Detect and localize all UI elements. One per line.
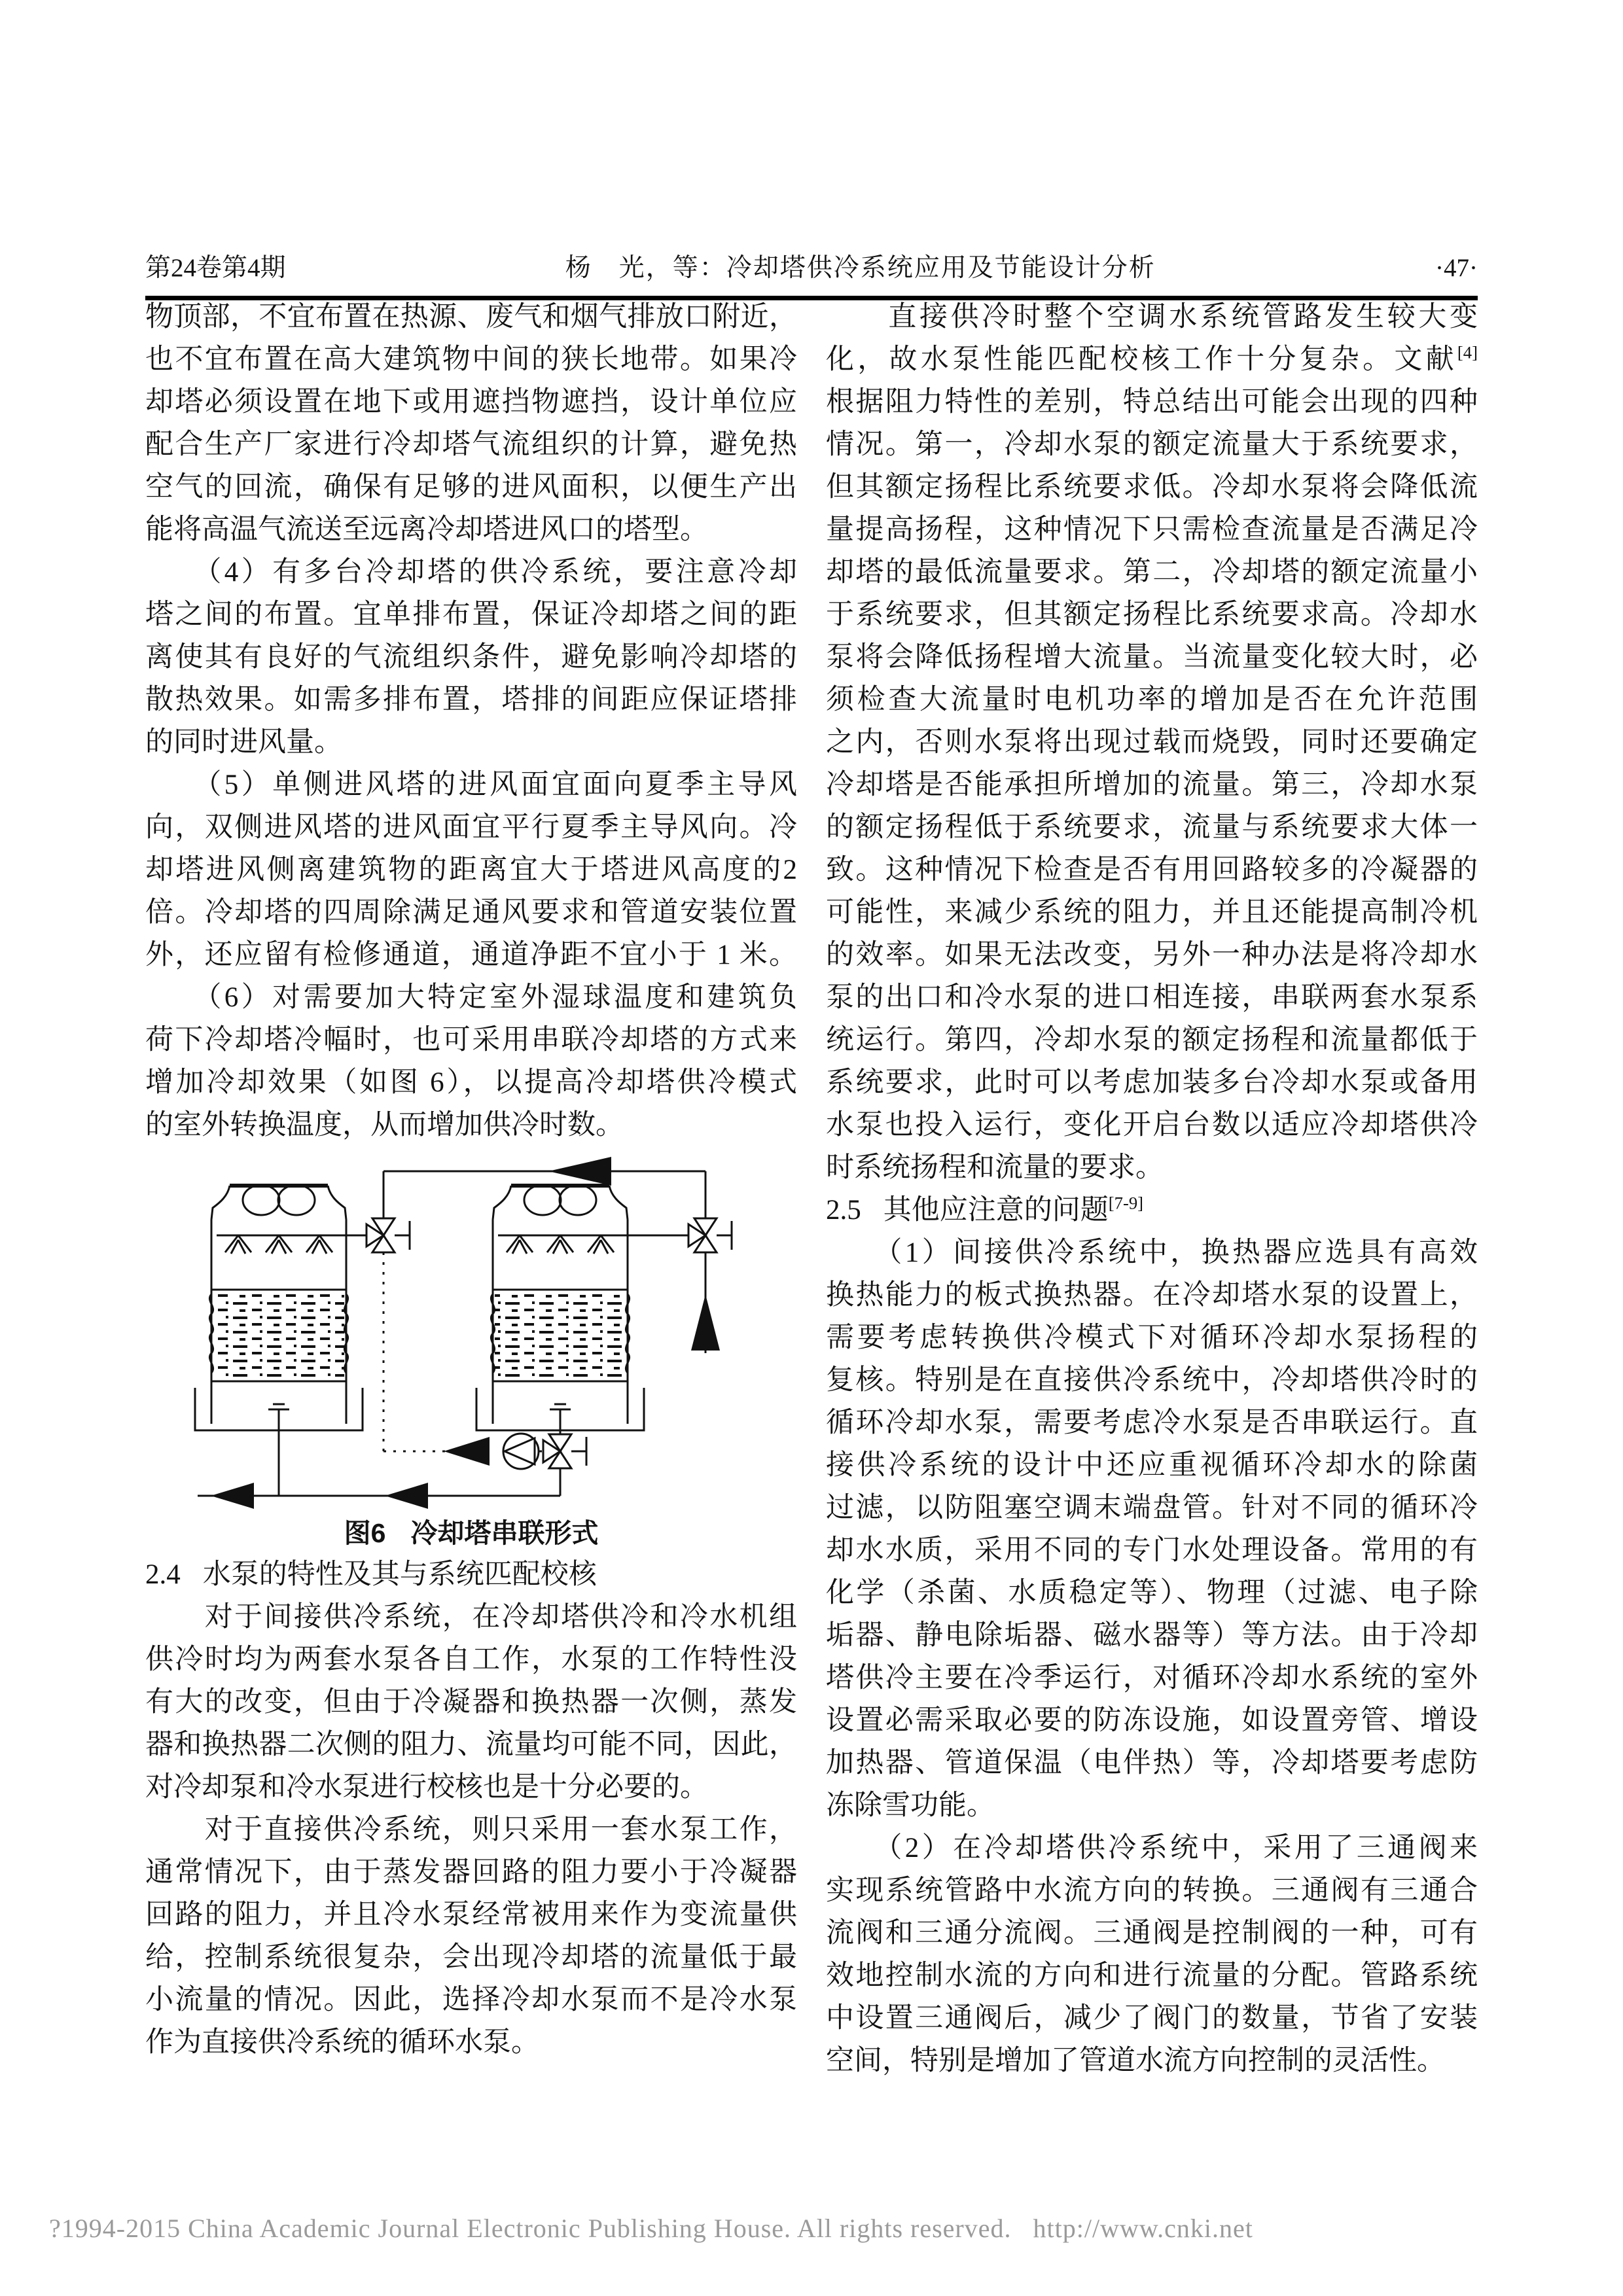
header-page-number: ·47· xyxy=(1435,254,1478,282)
text-line: 给，控制系统很复杂，会出现冷却塔的流量低于最 xyxy=(145,1942,797,1973)
flow-arrow-up-icon xyxy=(691,1294,720,1351)
flow-arrow-left-icon xyxy=(385,1483,428,1509)
right-column xyxy=(826,296,1478,2082)
text-line: 散热效果。如需多排布置，塔排的间距应保证塔排 xyxy=(145,684,797,715)
text-line: 过滤，以防阻塞空调末端盘管。针对不同的循环冷 xyxy=(826,1492,1478,1523)
text-line: 能将高温气流送至远离冷却塔进风口的塔型。 xyxy=(145,514,708,545)
text-line: 增加冷却效果（如图 6），以提高冷却塔供冷模式 xyxy=(145,1067,797,1098)
text-line: 作为直接供冷系统的循环水泵。 xyxy=(145,2027,539,2058)
text-line: 于系统要求，但其额定扬程比系统要求高。冷却水 xyxy=(826,599,1478,630)
header-volume-issue: 第24卷第4期 xyxy=(145,254,286,282)
text-line: 空气的回流，确保有足够的进风面积，以便生产出 xyxy=(145,472,797,503)
cooling-tower-left-icon xyxy=(195,1185,366,1430)
text-line: 物顶部，不宜布置在热源、废气和烟气排放口附近， xyxy=(145,302,797,332)
figure-caption-label: 图6 xyxy=(344,1518,386,1548)
text-line: 冻除雪功能。 xyxy=(826,1790,995,1821)
text-line: 塔之间的布置。宜单排布置，保证冷却塔之间的距 xyxy=(145,599,797,630)
text-line: 却水水质，采用不同的专门水处理设备。常用的有 xyxy=(826,1535,1478,1566)
fan-icon xyxy=(278,1185,315,1215)
header-running-title: 杨 光，等：冷却塔供冷系统应用及节能设计分析 xyxy=(565,254,1156,282)
text-line: 设置必需采取必要的防冻设施，如设置旁管、增设 xyxy=(826,1705,1478,1736)
fan-icon xyxy=(243,1185,279,1215)
text-line: 换热能力的板式换热器。在冷却塔水泵的设置上， xyxy=(826,1280,1478,1311)
flow-arrow-left-icon xyxy=(211,1483,254,1509)
pump-icon xyxy=(503,1434,539,1469)
left-column-text-block-2 xyxy=(145,1596,797,2064)
figure6-caption xyxy=(145,1513,797,1553)
figure6-diagram xyxy=(162,1156,784,1509)
text-line: 却塔进风侧离建筑物的距离宜大于塔进风高度的2 xyxy=(145,855,797,885)
text-line: （6）对需要加大特定室外湿球温度和建筑负 xyxy=(145,982,797,1013)
text-line: 根据阻力特性的差别，特总结出可能会出现的四种 xyxy=(826,387,1478,417)
left-column-text-block-1 xyxy=(145,296,797,1146)
text-line: 对于间接供冷系统，在冷却塔供冷和冷水机组 xyxy=(145,1602,797,1633)
text-line: 也不宜布置在高大建筑物中间的狭长地带。如果冷 xyxy=(145,344,797,375)
text-line: 对于直接供冷系统，则只采用一套水泵工作， xyxy=(145,1814,797,1845)
figure-caption-title: 冷却塔串联形式 xyxy=(410,1518,599,1548)
text-line: 须检查大流量时电机功率的增加是否在允许范围 xyxy=(826,684,1478,715)
section-title: 其他应注意的问题 xyxy=(883,1195,1109,1226)
text-line: 之内，否则水泵将出现过载而烧毁，同时还要确定 xyxy=(826,727,1478,758)
fan-icon xyxy=(560,1185,596,1215)
text-line: 的效率。如果无法改变，另外一种办法是将冷却水 xyxy=(826,940,1478,970)
text-line: 荷下冷却塔冷幅时，也可采用串联冷却塔的方式来 xyxy=(145,1025,797,1055)
flow-arrow-left-icon xyxy=(548,1157,611,1186)
text-line: 的室外转换温度，从而增加供冷时数。 xyxy=(145,1110,624,1140)
two-column-body xyxy=(145,296,1478,2082)
section-number: 2.5 xyxy=(826,1195,861,1226)
text-line: 垢器、静电除垢器、磁水器等）等方法。由于冷却 xyxy=(826,1620,1478,1651)
text-line: 泵的出口和冷水泵的进口相连接，串联两套水泵系 xyxy=(826,982,1478,1013)
text-line: 通常情况下，由于蒸发器回路的阻力要小于冷凝器 xyxy=(145,1857,797,1888)
text-line: 接供冷系统的设计中还应重视循环冷却水的除菌 xyxy=(826,1450,1478,1481)
text-line: 直接供冷时整个空调水系统管路发生较大变 xyxy=(826,302,1478,332)
text-line: 实现系统管路中水流方向的转换。三通阀有三通合 xyxy=(826,1875,1478,1906)
section-reference-marker: [7-9] xyxy=(1108,1193,1144,1213)
section-title: 水泵的特性及其与系统匹配校核 xyxy=(202,1559,597,1590)
text-line: 效地控制水流的方向和进行流量的分配。管路系统 xyxy=(826,1960,1478,1991)
section-2-4-heading xyxy=(145,1553,797,1596)
basin xyxy=(476,1388,644,1430)
text-line: 小流量的情况。因此，选择冷却水泵而不是冷水泵 xyxy=(145,1985,797,2015)
three-way-valve-right-icon xyxy=(688,1218,732,1252)
text-line: 加热器、管道保温（电伴热）等，冷却塔要考虑防 xyxy=(826,1748,1478,1778)
text-line: 供冷时均为两套水泵各自工作，水泵的工作特性没 xyxy=(145,1644,797,1675)
text-line: 空间，特别是增加了管道水流方向控制的灵活性。 xyxy=(826,2045,1445,2076)
text-line: 需要考虑转换供冷模式下对循环冷却水泵扬程的 xyxy=(826,1322,1478,1353)
spray-nozzle-icon xyxy=(225,1235,332,1254)
text-line: 配合生产厂家进行冷却塔气流组织的计算，避免热 xyxy=(145,429,797,460)
text-line: （4）有多台冷却塔的供冷系统，要注意冷却 xyxy=(145,557,797,588)
left-column xyxy=(145,296,797,2082)
text-line: 系统要求，此时可以考虑加装多台冷却水泵或备用 xyxy=(826,1067,1478,1098)
fill-media xyxy=(495,1292,626,1379)
text-line: 的同时进风量。 xyxy=(145,727,342,758)
text-line: 离使其有良好的气流组织条件，避免影响冷却塔的 xyxy=(145,642,797,673)
text-line: 但其额定扬程比系统要求低。冷却水泵将会降低流 xyxy=(826,472,1478,503)
text-line: 中设置三通阀后，减少了阀门的数量，节省了安装 xyxy=(826,2003,1478,2034)
drain-icon xyxy=(268,1404,289,1430)
text-line: （5）单侧进风塔的进风面宜面向夏季主导风 xyxy=(145,769,797,800)
text-line: （2）在冷却塔供冷系统中，采用了三通阀来 xyxy=(826,1833,1478,1863)
text-line: 统运行。第四，冷却水泵的额定扬程和流量都低于 xyxy=(826,1025,1478,1055)
text-line: 倍。冷却塔的四周除满足通风要求和管道安装位置 xyxy=(145,897,797,928)
text-line: 却塔的最低流量要求。第二，冷却塔的额定流量小 xyxy=(826,557,1478,588)
cooling-tower-right-icon xyxy=(476,1185,688,1430)
text-line: 化学（杀菌、水质稳定等）、物理（过滤、电子除 xyxy=(826,1578,1478,1608)
text-line: 量提高扬程，这种情况下只需检查流量是否满足冷 xyxy=(826,514,1478,545)
text-line: 水泵也投入运行，变化开启台数以适应冷却塔供冷 xyxy=(826,1110,1478,1140)
text-line: 外，还应留有检修通道，通道净距不宜小于 1 米。 xyxy=(145,940,797,970)
text-line: 循环冷却水泵，需要考虑冷水泵是否串联运行。直 xyxy=(826,1407,1478,1438)
text-line: 冷却塔是否能承担所增加的流量。第三，冷却水泵 xyxy=(826,769,1478,800)
right-column-text-block-1 xyxy=(826,296,1478,1189)
text-line: 可能性，来减少系统的阻力，并且还能提高制冷机 xyxy=(826,897,1478,928)
text-line: 流阀和三通分流阀。三通阀是控制阀的一种，可有 xyxy=(826,1918,1478,1949)
inflow-branch xyxy=(691,1252,720,1353)
basin xyxy=(195,1388,363,1430)
text-line: 却塔必须设置在地下或用遮挡物遮挡，设计单位应 xyxy=(145,387,797,417)
text-line: 化，故水泵性能匹配校核工作十分复杂。文献[4] xyxy=(826,342,1478,375)
section-number: 2.4 xyxy=(145,1559,181,1590)
text-line: 器和换热器二次侧的阻力、流量均可能不同，因此， xyxy=(145,1729,797,1760)
right-column-text-block-2 xyxy=(826,1231,1478,2082)
text-line: 塔供冷主要在冷季运行，对循环冷却水系统的室外 xyxy=(826,1663,1478,1693)
fill-media xyxy=(213,1292,344,1379)
text-line: 情况。第一，冷却水泵的额定流量大于系统要求， xyxy=(826,429,1478,460)
three-way-valve-bottom-icon xyxy=(543,1430,586,1496)
text-line: 有大的改变，但由于冷凝器和换热器一次侧，蒸发 xyxy=(145,1687,797,1718)
text-line: 向，双侧进风塔的进风面宜平行夏季主导风向。冷 xyxy=(145,812,797,843)
text-line: 对冷却泵和冷水泵进行校核也是十分必要的。 xyxy=(145,1772,708,1803)
text-line: （1）间接供冷系统中，换热器应选具有高效 xyxy=(826,1237,1478,1268)
figure6 xyxy=(145,1156,797,1553)
three-way-valve-left-icon xyxy=(366,1218,410,1252)
drain-icon xyxy=(550,1404,571,1430)
text-line: 的额定扬程低于系统要求，流量与系统要求大体一 xyxy=(826,812,1478,843)
text-line: 致。这种情况下检查是否有用回路较多的冷凝器的 xyxy=(826,855,1478,885)
fan-icon xyxy=(524,1185,561,1215)
spray-nozzle-icon xyxy=(507,1235,614,1254)
text-line: 复核。特别是在直接供冷系统中，冷却塔供冷时的 xyxy=(826,1365,1478,1396)
flow-arrow-left-icon xyxy=(444,1437,490,1466)
text-line: 回路的阻力，并且冷水泵经常被用来作为变流量供 xyxy=(145,1899,797,1930)
text-line: 泵将会降低扬程增大流量。当流量变化较大时，必 xyxy=(826,642,1478,673)
section-2-5-heading xyxy=(826,1189,1478,1231)
page-footer: ?1994-2015 China Academic Journal Electronic Publishing House. All rights reserved. http://www.cnki.net xyxy=(49,2214,1253,2243)
text-line: 时系统扬程和流量的要求。 xyxy=(826,1152,1164,1183)
page-header xyxy=(145,247,1478,284)
